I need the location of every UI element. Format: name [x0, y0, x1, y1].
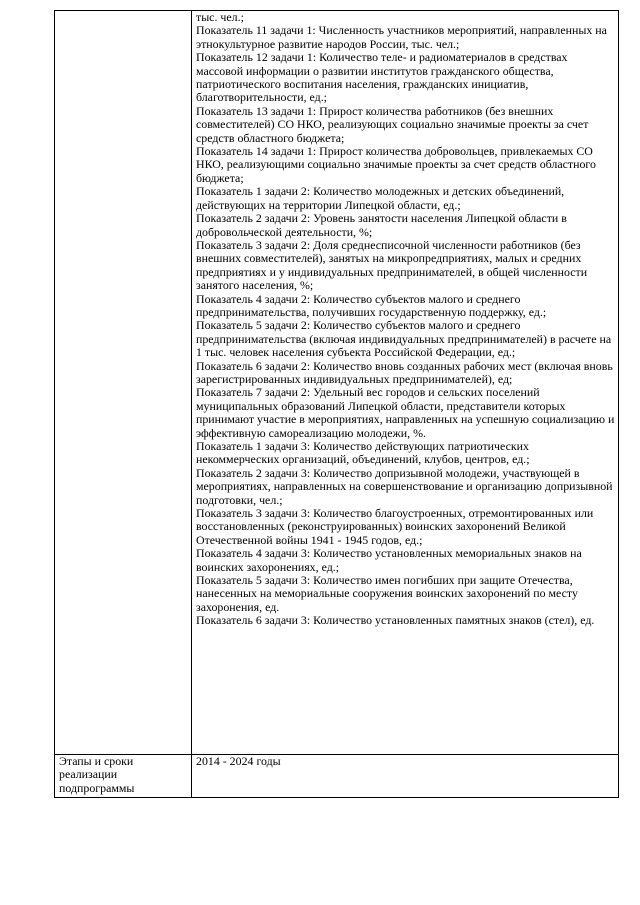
indicator-paragraph: Показатель 1 задачи 3: Количество действующих патриотических некоммерческих организаций, объединений, клубов, центров, ед.;	[196, 439, 530, 467]
indicator-paragraph: Показатель 2 задачи 3: Количество допризывной молодежи, участвующей в мероприятиях, направленных на совершенствование и организацию допризывной подготовки, чел.;	[196, 465, 613, 507]
subprogram-passport-table	[54, 10, 619, 798]
indicator-paragraph: Показатель 3 задачи 3: Количество благоустроенных, отремонтированных или восстановленных (реконструированных) воинских захоронений Великой Отечественной войны 1941 - 1945 годов, ед.;	[196, 506, 594, 547]
indicator-paragraph: Показатель 4 задачи 3: Количество установленных мемориальных знаков на воинских захоронениях, ед.;	[196, 546, 582, 574]
indicator-paragraph: Показатель 13 задачи 1: Прирост количества работников (без внешних совместителей) СО НКО, реализующих социально значимые проекты за счет средств областного бюджета;	[196, 103, 589, 145]
indicator-paragraph: Показатель 3 задачи 2: Доля среднесписочной численности работников (без внешних совместителей), занятых на микропредприятиях, малых и средних предприятиях и у индивидуальных предпринимателей, в общей численности занятого населения, %;	[196, 237, 588, 293]
indicator-paragraph: Показатель 4 задачи 2: Количество субъектов малого и среднего предпринимательства, получивших государственную поддержку, ед.;	[196, 291, 547, 319]
indicator-paragraph: Показатель 5 задачи 3: Количество имен погибших при защите Отечества, нанесенных на мемориальные сооружения воинских захоронений по месту захоронения, ед.	[196, 573, 578, 614]
indicator-paragraph: Показатель 12 задачи 1: Количество теле- и радиоматериалов в средствах массовой информации о развитии институтов гражданского общества, патриотического воспитания населения, гражданских инициатив, благотворительности, ед.;	[196, 50, 568, 105]
indicator-paragraph: Показатель 6 задачи 2: Количество вновь созданных рабочих мест (включая вновь зарегистрированных индивидуальных предпринимателей), ед;	[196, 358, 613, 386]
stages-label-cell: Этапы и сроки реализации подпрограммы	[55, 755, 192, 798]
stages-row	[55, 755, 619, 798]
indicators-row	[55, 11, 619, 755]
indicator-paragraph: Показатель 5 задачи 2: Количество субъектов малого и среднего предпринимательства (включая индивидуальных предпринимателей) в расчете на 1 тыс. человек населения субъекта Российской Федерации, ед.;	[196, 318, 612, 360]
indicator-paragraph: Показатель 2 задачи 2: Уровень занятости населения Липецкой области в добровольческой деятельности, %;	[196, 211, 567, 239]
indicator-paragraph: Показатель 6 задачи 3: Количество установленных памятных знаков (стел), ед.	[196, 613, 595, 628]
indicator-paragraph: Показатель 11 задачи 1: Численность участников мероприятий, направленных на этнокультурное развитие народов России, тыс. чел.;	[196, 23, 607, 51]
indicators-value-cell	[192, 11, 619, 755]
indicators-label-cell	[55, 11, 192, 755]
indicator-paragraph: Показатель 1 задачи 2: Количество молодежных и детских объединений, действующих на территории Липецкой области, ед.;	[196, 184, 565, 212]
indicator-paragraph: тыс. чел.;	[196, 10, 244, 24]
stages-value-cell: 2014 - 2024 годы	[192, 755, 619, 798]
indicator-paragraph: Показатель 14 задачи 1: Прирост количества добровольцев, привлекаемых СО НКО, реализующими социально значимые проекты за счет средств областного бюджета;	[196, 144, 596, 185]
indicator-paragraph: Показатель 7 задачи 2: Удельный вес городов и сельских поселений муниципальных образований Липецкой области, представители которых принимают участие в мероприятиях, направленных на успешную социализацию и эффективную самореализацию молодежи, %.	[196, 385, 615, 440]
